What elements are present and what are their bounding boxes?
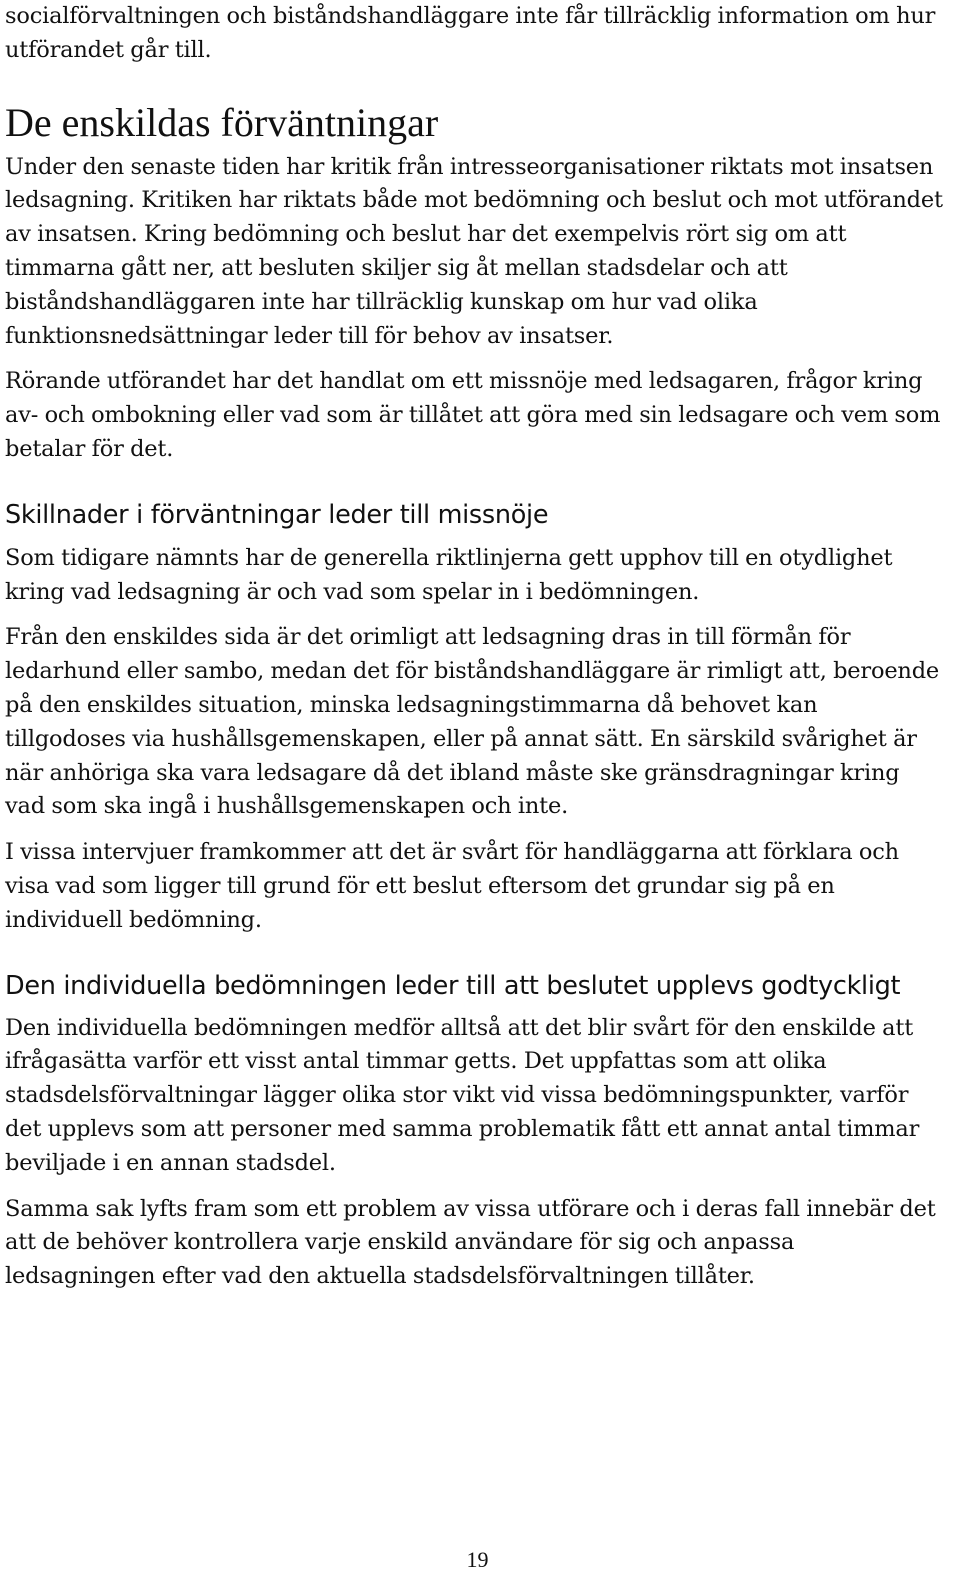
intro-paragraph: socialförvaltningen och biståndshandläggare inte får tillräcklig information om hur utförandet går till. [5,3,936,63]
subheading-individual-assessment: Den individuella bedömningen leder till att beslutet upplevs godtyckligt [5,970,901,1001]
paragraph: I vissa intervjuer framkommer att det är svårt för handläggarna att förklara och visa vad som ligger till grund för ett beslut eftersom det grundar sig på en individuell bedömning. [5,839,899,933]
paragraph: Rörande utförandet har det handlat om ett missnöje med ledsagaren, frågor kring av- och ombokning eller vad som är tillåtet att göra med sin ledsagare och vem som betalar för det. [5,368,941,462]
paragraph: Från den enskildes sida är det orimligt att ledsagning dras in till förmån för ledarhund eller sambo, medan det för biståndshandläggare är rimligt att, beroende på den enskildes situation, minska ledsagningstimmarna då behovet kan tillgodoses via hushållsgemenskapen, eller på annat sätt. En särskild svårighet är när anhöriga ska vara ledsagare då det ibland måste ske gränsdragningar kring vad som ska ingå i hushållsgemenskapen och inte. [5,624,940,820]
paragraph: Som tidigare nämnts har de generella riktlinjerna gett upphov till en otydlighet kring vad ledsagning är och vad som spelar in i bedömningen. [5,544,893,605]
paragraph: Den individuella bedömningen medför alltså att det blir svårt för den enskilde att ifrågasätta varför ett visst antal timmar getts. Det uppfattas som att olika stadsdelsförvaltningar lägger olika stor vikt vid vissa bedömningspunkter, varför det upplevs som att personer med samma problematik fått ett annat antal timmar beviljade i en annan stadsdel. [5,1014,920,1176]
document-page [5,0,943,1294]
section-heading-expectations: De enskildas förväntningar [5,99,439,145]
page-number: 19 [466,1547,489,1572]
subheading-differences: Skillnader i förväntningar leder till missnöje [5,499,549,530]
paragraph: Samma sak lyfts fram som ett problem av vissa utförare och i deras fall innebär det att de behöver kontrollera varje enskild användare för sig och anpassa ledsagningen efter vad den aktuella stadsdelsförvaltningen tillåter. [5,1195,936,1290]
paragraph: Under den senaste tiden har kritik från intresseorganisationer riktats mot insatsen ledsagning. Kritiken har riktats både mot bedömning och beslut och mot utförandet av insatsen. Kring bedömning och beslut har det exempelvis rört sig om att timmarna gått ner, att besluten skiljer sig åt mellan stadsdelar och att biståndshandläggaren inte har tillräcklig kunskap om hur vad olika funktionsnedsättningar leder till för behov av insatser. [5,153,943,349]
